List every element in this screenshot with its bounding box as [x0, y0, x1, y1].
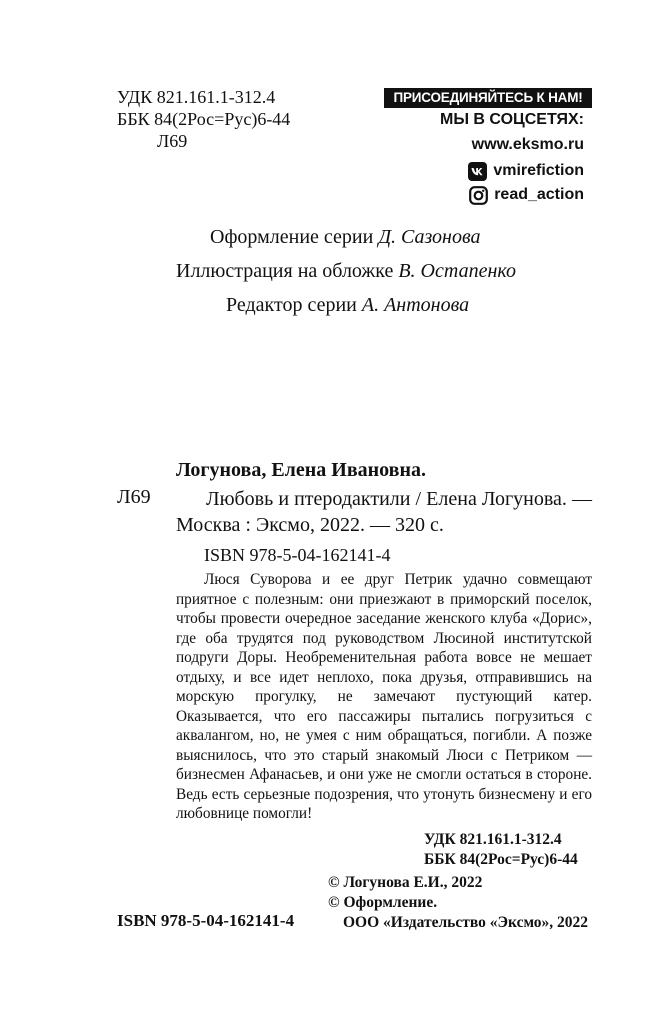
bibliographic-description: [176, 486, 592, 538]
instagram-row[interactable]: [440, 185, 584, 205]
design-label: Оформление серии: [210, 226, 374, 248]
illustration-credit: [176, 259, 516, 283]
copyright-author: © Логунова Е.И., 2022: [328, 874, 483, 891]
join-us-banner: ПРИСОЕДИНЯЙТЕСЬ К НАМ!: [384, 88, 592, 108]
illustration-name: В. Остапенко: [398, 260, 516, 282]
editor-credit: [226, 293, 469, 317]
annotation: Люся Суворова и ее друг Петрик удачно совмещают приятное с полезным: они приезжают в приморский поселок, чтобы провести очередное заседание женского клуба «Дорис», где оба трудятся под руководством Люсиной институтской подруги Доры. Необременительная работа вовсе не мешает отдыху, и все идет неплохо, пока друзья, отправившись на морскую прогулку, не замечают пустующий катер. Оказывается, что его пассажиры пытались погрузиться с аквалангом, но, не умея с ним обращаться, погибли. А позже выяснилось, что это старый знакомый Люси с Петриком — бизнесмен Афанасьев, и они уже не смогли остаться в стороне. Ведь есть серьезные подозрения, что утонуть бизнесмену и его любовнице помогли!: [176, 571, 592, 822]
author-heading: Логунова, Елена Ивановна.: [176, 459, 426, 481]
vk-row[interactable]: [440, 161, 584, 181]
bbk-code: ББК 84(2Рос=Рус)6-44: [117, 109, 291, 129]
footer-isbn: ISBN 978-5-04-162141-4: [117, 911, 295, 930]
vk-icon: [468, 162, 487, 181]
classification-block: [117, 86, 290, 152]
copyright-publisher: ООО «Издательство «Эксмо», 2022: [343, 914, 589, 931]
vk-handle: vmirefiction: [493, 162, 584, 179]
instagram-icon: [469, 186, 488, 205]
editor-name: А. Антонова: [361, 294, 470, 316]
editor-label: Редактор серии: [226, 294, 357, 316]
record-isbn: ISBN 978-5-04-162141-4: [204, 545, 391, 565]
design-credit: [210, 225, 481, 249]
instagram-handle: read_action: [494, 186, 584, 203]
author-sign: Л69: [157, 131, 188, 151]
record-author-sign: Л69: [117, 486, 151, 508]
illustration-label: Иллюстрация на обложке: [176, 260, 394, 282]
social-heading: МЫ В СОЦСЕТЯХ:: [439, 111, 584, 128]
record-bbk: ББК 84(2Рос=Рус)6-44: [424, 851, 578, 868]
design-name: Д. Сазонова: [378, 226, 481, 248]
copyright-design: © Оформление.: [328, 894, 438, 911]
udk-code: УДК 821.161.1-312.4: [117, 87, 276, 107]
site-link[interactable]: www.eksmo.ru: [471, 136, 584, 153]
biblio-text: Любовь и птеродактили / Елена Логунова. — Москва : Эксмо, 2022. — 320 с.: [176, 488, 592, 536]
record-udk: УДК 821.161.1-312.4: [424, 831, 562, 848]
social-block: [440, 110, 584, 205]
